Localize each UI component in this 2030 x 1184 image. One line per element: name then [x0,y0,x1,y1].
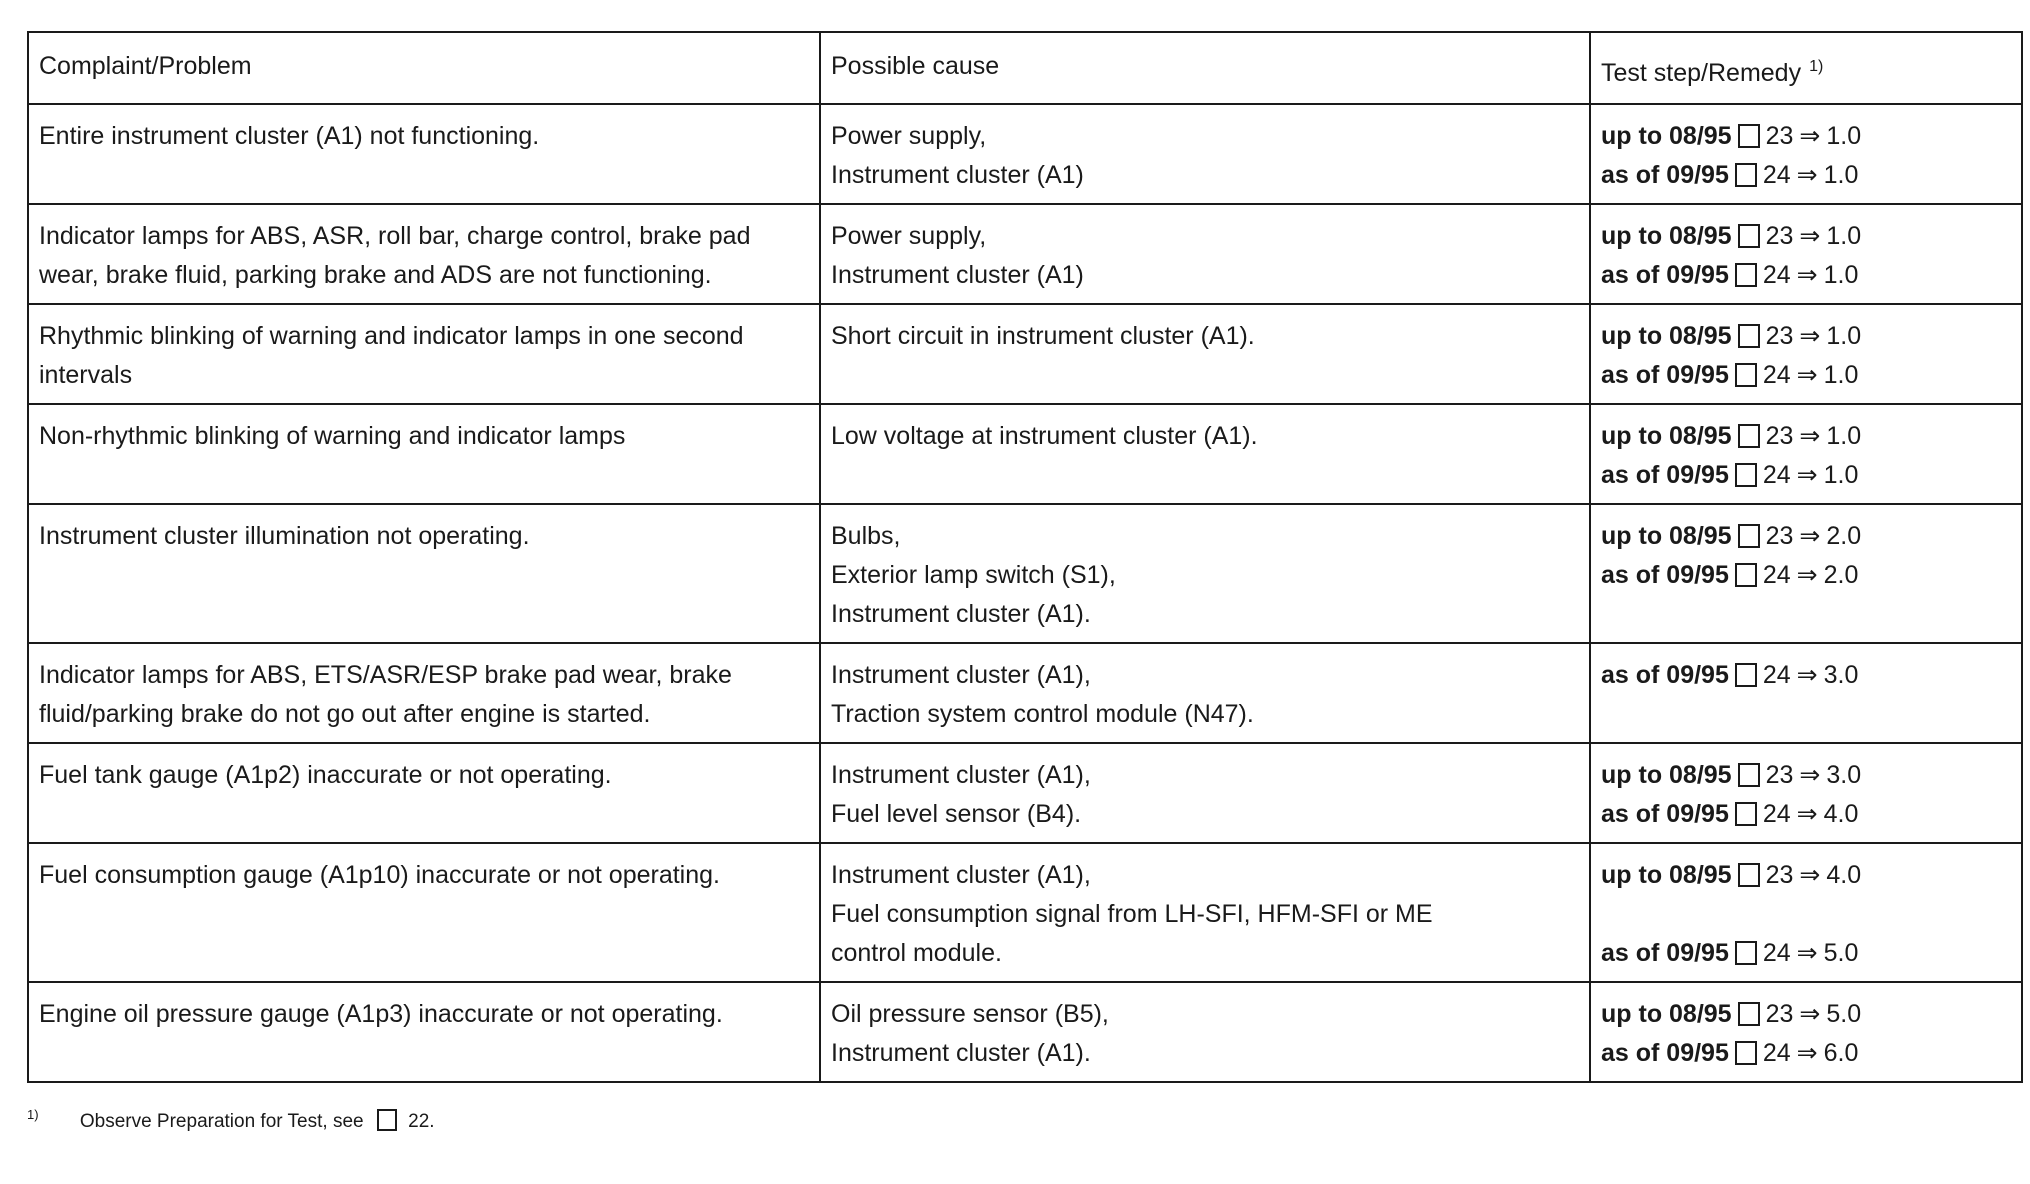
remedy-ref: 23 [1765,322,1794,350]
remedy-line [1601,656,2011,695]
remedy-ref: 23 [1765,422,1794,450]
complaint-text: Fuel tank gauge (A1p2) inaccurate or not operating. [39,761,612,789]
remedy-step: 6.0 [1823,1039,1859,1067]
cause-line: Traction system control module (N47). [831,700,1254,728]
section-box-icon [1735,463,1757,487]
remedy-cell [1590,643,2022,743]
remedy-ref: 24 [1762,161,1791,189]
remedy-version-label: up to 08/95 [1601,322,1732,350]
remedy-step: 2.0 [1823,561,1859,589]
remedy-line [1601,256,2011,295]
remedy-line [1601,556,2011,595]
section-box-icon [377,1109,397,1131]
remedy-version-label: up to 08/95 [1601,1000,1732,1028]
remedy-ref: 24 [1762,361,1791,389]
section-box-icon [1738,1002,1760,1026]
cause-line: Instrument cluster (A1) [831,261,1084,289]
remedy-step: 1.0 [1826,322,1862,350]
remedy-version-label: as of 09/95 [1601,561,1729,589]
section-box-icon [1735,941,1757,965]
table-row [28,304,2022,404]
complaint-text: Engine oil pressure gauge (A1p3) inaccurate or not operating. [39,1000,723,1028]
table-row [28,743,2022,843]
remedy-ref: 23 [1765,861,1794,889]
remedy-line [1601,517,2011,556]
cause-line: Exterior lamp switch (S1), [831,561,1116,589]
remedy-version-label: as of 09/95 [1601,1039,1729,1067]
section-box-icon [1738,324,1760,348]
cause-cell [820,643,1590,743]
cause-line: Instrument cluster (A1), [831,761,1091,789]
section-box-icon [1735,802,1757,826]
complaint-cell [28,304,820,404]
cause-cell [820,104,1590,204]
remedy-cell [1590,104,2022,204]
double-arrow-icon: ⇒ [1796,800,1818,828]
cause-line: control module. [831,939,1002,967]
section-box-icon [1735,363,1757,387]
remedy-line [1601,756,2011,795]
complaint-cell [28,504,820,643]
remedy-version-label: up to 08/95 [1601,222,1732,250]
remedy-version-label: up to 08/95 [1601,122,1732,150]
remedy-step: 1.0 [1823,361,1859,389]
remedy-line [1601,1034,2011,1073]
section-box-icon [1735,1041,1757,1065]
remedy-step: 4.0 [1823,800,1859,828]
remedy-version-label: as of 09/95 [1601,461,1729,489]
section-box-icon [1735,663,1757,687]
footnote-marker: 1) [1809,58,1824,75]
remedy-step: 1.0 [1826,422,1862,450]
double-arrow-icon: ⇒ [1796,461,1818,489]
complaint-text: Indicator lamps for ABS, ASR, roll bar, charge control, brake pad wear, brake fluid, parking brake and ADS are not functioning. [39,222,751,289]
remedy-line [1601,156,2011,195]
cause-line: Fuel consumption signal from LH-SFI, HFM-SFI or ME [831,900,1433,928]
header-complaint: Complaint/Problem [28,32,820,104]
remedy-line [1601,417,2011,456]
cause-line: Instrument cluster (A1), [831,861,1091,889]
remedy-ref: 24 [1762,461,1791,489]
table-row [28,843,2022,982]
section-box-icon [1738,524,1760,548]
footnote-mark: 1) [27,1107,39,1122]
remedy-step: 3.0 [1823,661,1859,689]
complaint-text: Instrument cluster illumination not operating. [39,522,530,550]
complaint-cell [28,843,820,982]
double-arrow-icon: ⇒ [1796,561,1818,589]
cause-line: Short circuit in instrument cluster (A1). [831,322,1255,350]
remedy-version-label: as of 09/95 [1601,661,1729,689]
section-box-icon [1735,263,1757,287]
footnote [27,1103,435,1134]
remedy-ref: 23 [1765,522,1794,550]
section-box-icon [1738,224,1760,248]
remedy-ref: 23 [1765,1000,1794,1028]
cause-cell [820,843,1590,982]
header-remedy: Test step/Remedy $^{1)}$ [1590,32,2022,104]
remedy-step: 1.0 [1823,161,1859,189]
double-arrow-icon: ⇒ [1799,1000,1821,1028]
section-box-icon [1738,763,1760,787]
remedy-step: 2.0 [1826,522,1862,550]
footnote-text: Observe Preparation for Test, see [79,1111,364,1132]
double-arrow-icon: ⇒ [1799,861,1821,889]
double-arrow-icon: ⇒ [1796,939,1818,967]
remedy-ref: 24 [1762,261,1791,289]
cause-cell [820,304,1590,404]
remedy-cell [1590,743,2022,843]
remedy-version-label: as of 09/95 [1601,161,1729,189]
remedy-cell [1590,404,2022,504]
cause-line: Fuel level sensor (B4). [831,800,1082,828]
remedy-version-label: up to 08/95 [1601,422,1732,450]
remedy-step: 3.0 [1826,761,1862,789]
complaint-cell [28,982,820,1082]
cause-cell [820,404,1590,504]
double-arrow-icon: ⇒ [1796,261,1818,289]
cause-line: Low voltage at instrument cluster (A1). [831,422,1258,450]
cause-line: Instrument cluster (A1). [831,600,1091,628]
complaint-text: Entire instrument cluster (A1) not functioning. [39,122,540,150]
remedy-step: 5.0 [1823,939,1859,967]
cause-line: Instrument cluster (A1), [831,661,1091,689]
remedy-step: 5.0 [1826,1000,1862,1028]
footnote-ref: 22. [408,1111,435,1132]
cause-line: Instrument cluster (A1) [831,161,1084,189]
remedy-version-label: as of 09/95 [1601,261,1729,289]
table-row [28,104,2022,204]
table-row [28,643,2022,743]
remedy-ref: 23 [1765,761,1794,789]
remedy-line [1601,856,2011,895]
cause-line: Power supply, [831,222,987,250]
remedy-cell [1590,304,2022,404]
double-arrow-icon: ⇒ [1799,761,1821,789]
table-row [28,982,2022,1082]
table-row [28,204,2022,304]
remedy-line [1601,217,2011,256]
remedy-step: 1.0 [1823,461,1859,489]
remedy-ref: 24 [1762,939,1791,967]
complaint-text: Rhythmic blinking of warning and indicator lamps in one second intervals [39,322,744,389]
remedy-ref: 23 [1765,222,1794,250]
double-arrow-icon: ⇒ [1799,122,1821,150]
double-arrow-icon: ⇒ [1796,1039,1818,1067]
remedy-cell [1590,843,2022,982]
cause-cell [820,743,1590,843]
complaint-text: Fuel consumption gauge (A1p10) inaccurate or not operating. [39,861,720,889]
remedy-ref: 24 [1762,800,1791,828]
remedy-ref: 24 [1762,661,1791,689]
cause-line: Bulbs, [831,522,901,550]
complaint-cell [28,743,820,843]
section-box-icon [1735,563,1757,587]
table-row [28,404,2022,504]
remedy-line [1601,356,2011,395]
cause-cell [820,504,1590,643]
remedy-line [1601,117,2011,156]
complaint-cell [28,643,820,743]
remedy-line [1601,795,2011,834]
remedy-line [1601,317,2011,356]
section-box-icon [1738,863,1760,887]
double-arrow-icon: ⇒ [1799,422,1821,450]
remedy-version-label: up to 08/95 [1601,522,1732,550]
cause-line: Power supply, [831,122,987,150]
double-arrow-icon: ⇒ [1799,522,1821,550]
double-arrow-icon: ⇒ [1799,322,1821,350]
header-cause: Possible cause [820,32,1590,104]
table-row [28,504,2022,643]
remedy-version-label: as of 09/95 [1601,800,1729,828]
remedy-line [1601,456,2011,495]
complaint-text: Indicator lamps for ABS, ETS/ASR/ESP brake pad wear, brake fluid/parking brake do not go out after engine is started. [39,661,732,728]
cause-cell [820,982,1590,1082]
double-arrow-icon: ⇒ [1796,361,1818,389]
double-arrow-icon: ⇒ [1796,661,1818,689]
remedy-step: 1.0 [1826,222,1862,250]
remedy-ref: 23 [1765,122,1794,150]
remedy-ref: 24 [1762,561,1791,589]
complaint-text: Non-rhythmic blinking of warning and indicator lamps [39,422,626,450]
section-box-icon [1738,424,1760,448]
remedy-cell [1590,982,2022,1082]
double-arrow-icon: ⇒ [1796,161,1818,189]
section-box-icon [1738,124,1760,148]
remedy-version-label: up to 08/95 [1601,761,1732,789]
remedy-step: 1.0 [1823,261,1859,289]
remedy-step: 4.0 [1826,861,1862,889]
cause-line: Instrument cluster (A1). [831,1039,1091,1067]
remedy-version-label: as of 09/95 [1601,939,1729,967]
remedy-cell [1590,204,2022,304]
complaint-cell [28,404,820,504]
diagnosis-table [27,31,2023,1083]
cause-cell [820,204,1590,304]
double-arrow-icon: ⇒ [1799,222,1821,250]
section-box-icon [1735,163,1757,187]
complaint-cell [28,204,820,304]
remedy-line [1601,995,2011,1034]
remedy-step: 1.0 [1826,122,1862,150]
remedy-version-label: up to 08/95 [1601,861,1732,889]
table-header-row [28,32,2022,104]
remedy-version-label: as of 09/95 [1601,361,1729,389]
cause-line: Oil pressure sensor (B5), [831,1000,1109,1028]
remedy-line [1601,934,2011,973]
complaint-cell [28,104,820,204]
remedy-cell [1590,504,2022,643]
remedy-ref: 24 [1762,1039,1791,1067]
